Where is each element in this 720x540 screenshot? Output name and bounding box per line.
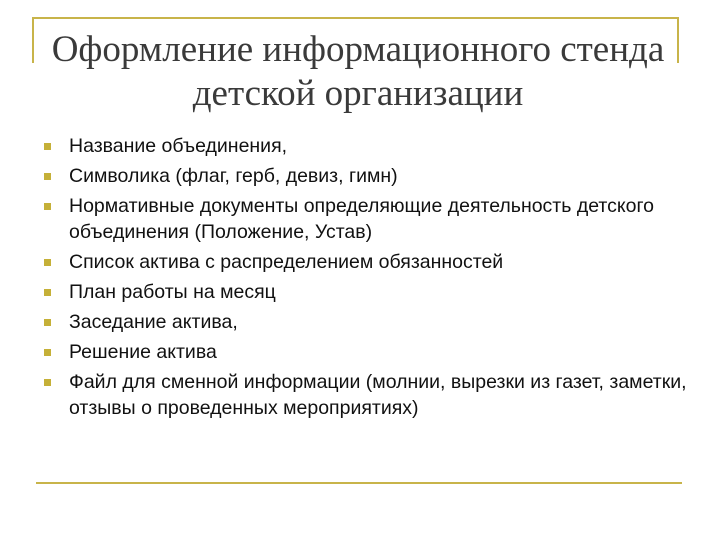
slide-title bbox=[34, 28, 682, 116]
bullet-list bbox=[40, 133, 690, 425]
square-bullet-icon bbox=[44, 289, 51, 296]
bullet-text: Заседание актива, bbox=[69, 311, 238, 333]
bullet-item bbox=[40, 369, 690, 421]
bullet-item bbox=[40, 133, 690, 159]
bullet-item bbox=[40, 193, 690, 245]
square-bullet-icon bbox=[44, 259, 51, 266]
bullet-item bbox=[40, 163, 690, 189]
slide-title-line-1: Оформление информационного стенда bbox=[51, 29, 665, 70]
bullet-text: Файл для сменной информации (молнии, вырезки из газет, заметки, отзывы о проведенных мероприятиях) bbox=[69, 371, 687, 419]
bullet-text: Список актива с распределением обязанностей bbox=[69, 251, 504, 273]
bullet-item bbox=[40, 339, 690, 365]
bullet-text: Название объединения, bbox=[69, 135, 288, 157]
square-bullet-icon bbox=[44, 173, 51, 180]
frame-top-line bbox=[32, 17, 679, 19]
bullet-text: Символика (флаг, герб, девиз, гимн) bbox=[69, 165, 398, 187]
square-bullet-icon bbox=[44, 203, 51, 210]
bullet-item bbox=[40, 249, 690, 275]
bullet-text: План работы на месяц bbox=[69, 281, 276, 303]
bullet-item bbox=[40, 279, 690, 305]
bullet-item bbox=[40, 309, 690, 335]
square-bullet-icon bbox=[44, 143, 51, 150]
square-bullet-icon bbox=[44, 349, 51, 356]
bullet-text: Нормативные документы определяющие деятельность детского объединения (Положение, Устав) bbox=[69, 195, 654, 243]
bullet-text: Решение актива bbox=[69, 341, 217, 363]
square-bullet-icon bbox=[44, 379, 51, 386]
square-bullet-icon bbox=[44, 319, 51, 326]
slide-title-line-2: детской организации bbox=[192, 73, 524, 114]
frame-bottom-line bbox=[36, 482, 682, 484]
